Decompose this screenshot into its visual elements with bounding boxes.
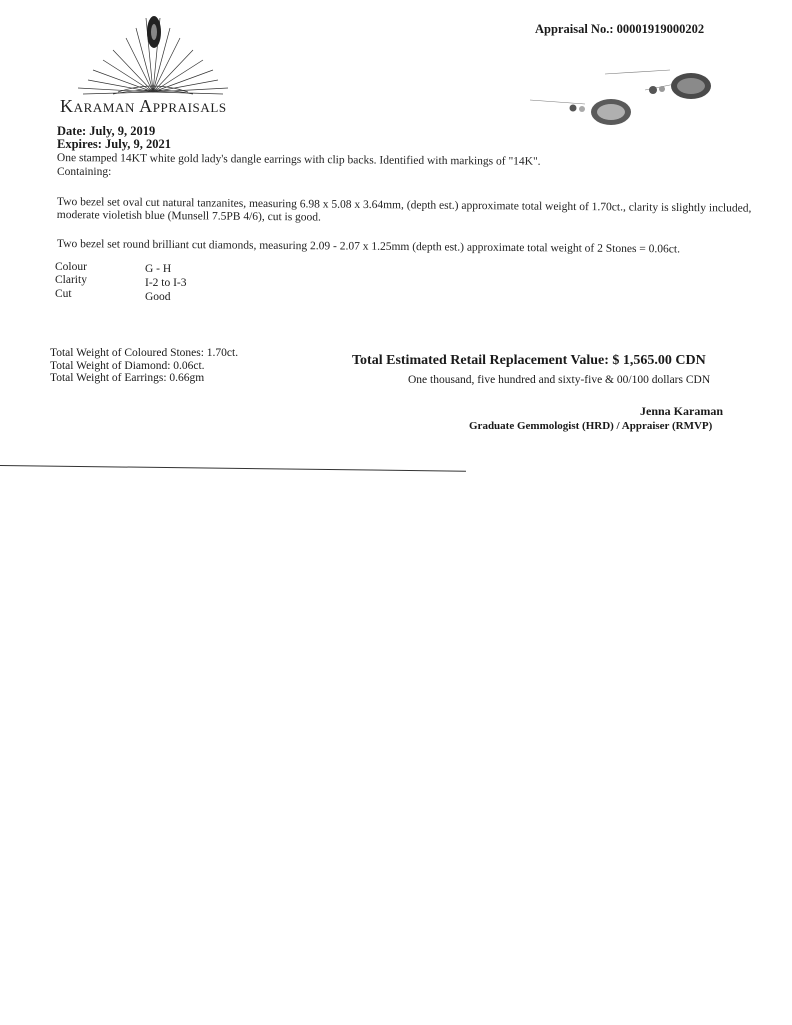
cut-value: Good: [145, 291, 171, 303]
appraisal-date: Date: July, 9, 2019: [57, 124, 156, 138]
expiry-date: Expires: July, 9, 2021: [57, 137, 172, 151]
earrings-weight: Total Weight of Earrings: 0.66gm: [50, 372, 205, 384]
item-description: One stamped 14KT white gold lady's dangle earrings with clip backs. Identified with markings of "14K".: [56, 152, 541, 168]
coloured-stones-weight: Total Weight of Coloured Stones: 1.70ct.: [50, 347, 239, 359]
colour-label: Colour: [55, 261, 87, 273]
diamond-description: Two bezel set round brilliant cut diamonds, measuring 2.09 - 2.07 x 1.25mm (depth est.) approximate total weight of 2 Stones = 0.06ct.: [56, 238, 681, 256]
earrings-photo: [525, 62, 725, 142]
cut-label: Cut: [55, 288, 72, 300]
brand-name: Karaman Appraisals: [60, 96, 227, 116]
weights-block: [50, 347, 238, 385]
clarity-label: Clarity: [55, 274, 87, 286]
appraisal-number: Appraisal No.: 00001919000202: [535, 22, 705, 36]
colour-value: G - H: [145, 263, 172, 275]
replacement-value-words: One thousand, five hundred and sixty-five & 00/100 dollars CDN: [408, 374, 711, 386]
clarity-value: I-2 to I-3: [145, 277, 187, 289]
appraiser-title: Graduate Gemmologist (HRD) / Appraiser (RMVP): [469, 420, 713, 432]
containing-label: Containing:: [57, 166, 112, 178]
appraiser-name: Jenna Karaman: [640, 404, 724, 418]
tanzanite-description: Two bezel set oval cut natural tanzanites, measuring 6.98 x 5.08 x 3.64mm, (depth est.) approximate total weight of 1.70ct., clarity is slightly included, moderate violetish blue (Munsell 7.5PB 4/6), cut is good.: [56, 196, 752, 224]
replacement-value: Total Estimated Retail Replacement Value: $ 1,565.00 CDN: [352, 353, 706, 368]
divider-line: [0, 465, 466, 472]
diamond-weight: Total Weight of Diamond: 0.06ct.: [50, 359, 205, 372]
